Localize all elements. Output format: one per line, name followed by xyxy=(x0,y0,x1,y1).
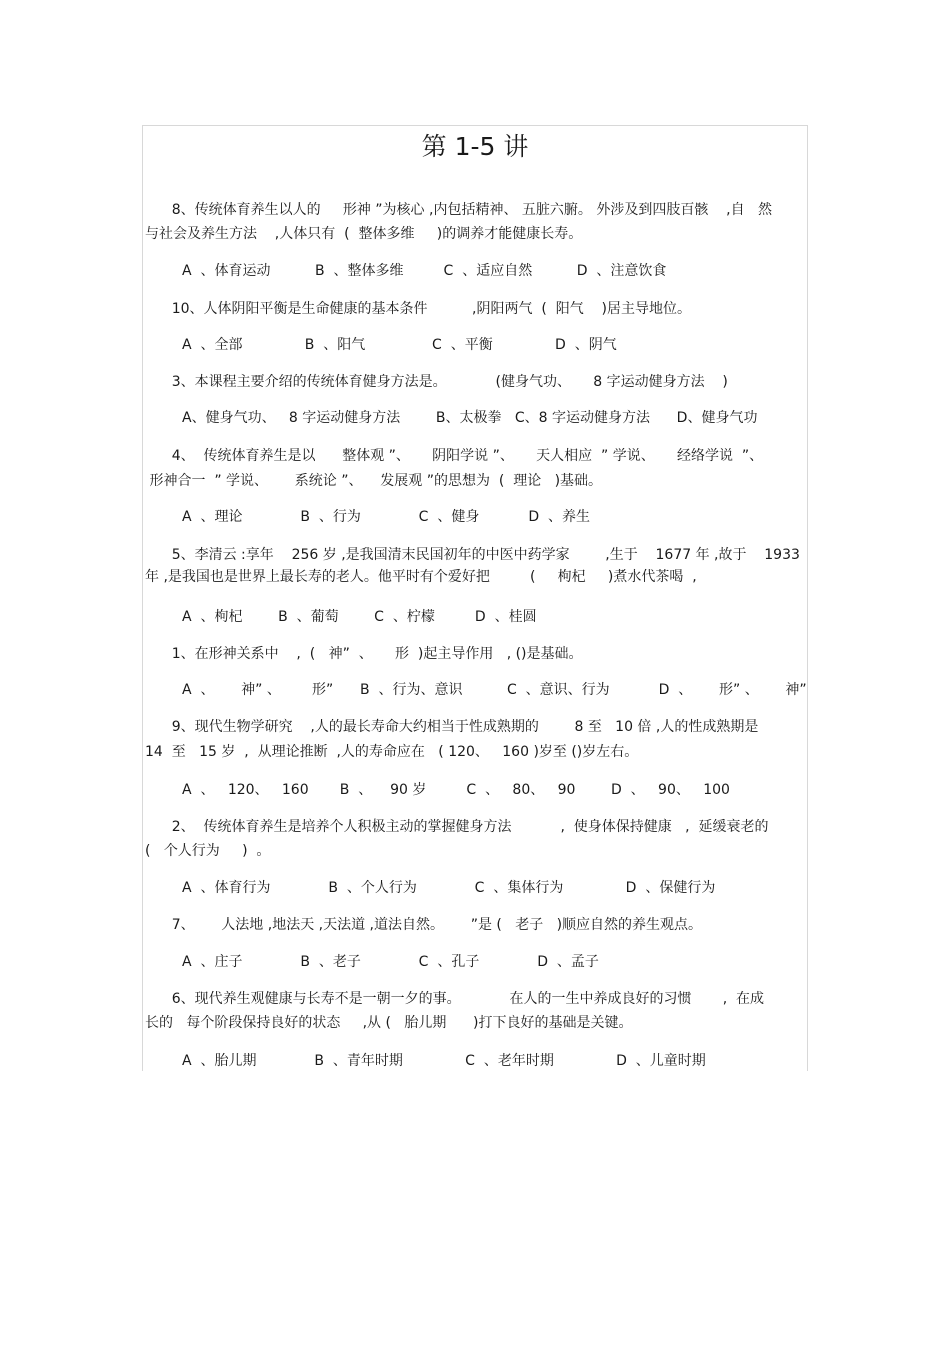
question-6-line-2: 长的 每个阶段保持良好的状态 ,从 ( 胎儿期 )打下良好的基础是关键。 xyxy=(145,1015,633,1031)
question-7-line-1: 7、 人法地 ,地法天 ,天法道 ,道法自然。 ”是 ( 老子 )顺应自然的养生观点。 xyxy=(145,917,703,933)
question-9-line-2: 14 至 15 岁 , 从理论推断 ,人的寿命应在 ( 120、 160 )岁至 ()岁左右。 xyxy=(145,744,639,760)
question-3-options: A、健身气功、 8 字运动健身方法 B、太极拳 C、8 字运动健身方法 D、健身气功 xyxy=(182,410,758,426)
question-8-line-1: 8、传统体育养生以人的 形神 ”为核心 ,内包括精神、 五脏六腑。 外涉及到四肢百骸 ,自 然 xyxy=(145,202,772,218)
question-4-line-2: 形神合一 ” 学说、 系统论 ”、 发展观 ”的思想为 ( 理论 )基础。 xyxy=(145,473,603,489)
question-6-options: A 、胎儿期 B 、青年时期 C 、老年时期 D 、儿童时期 xyxy=(182,1053,706,1069)
page-title: 第 1-5 讲 xyxy=(421,132,529,161)
question-5-line-2: 年 ,是我国也是世界上最长寿的老人。他平时有个爱好把 ( 枸杞 )煮水代茶喝 , xyxy=(145,569,697,585)
question-3-line-1: 3、本课程主要介绍的传统体育健身方法是。 (健身气功、 8 字运动健身方法 ) xyxy=(145,374,728,390)
question-1-options: A 、 神” 、 形” B 、行为、意识 C 、意识、行为 D 、 形” 、 神” xyxy=(182,682,807,698)
question-5-line-1: 5、李清云 :享年 256 岁 ,是我国清末民国初年的中医中药学家 ,生于 1677 年 ,故于 1933 xyxy=(145,547,800,563)
question-7-options: A 、庄子 B 、老子 C 、孔子 D 、孟子 xyxy=(182,954,599,970)
question-9-options: A 、 120、 160 B 、 90 岁 C 、 80、 90 D 、 90、 100 xyxy=(182,782,730,798)
question-2-line-1: 2、 传统体育养生是培养个人积极主动的掌握健身方法 , 使身体保持健康 , 延缓衰老的 xyxy=(145,819,769,835)
question-2-options: A 、体育行为 B 、个人行为 C 、集体行为 D 、保健行为 xyxy=(182,880,716,896)
question-8-options: A 、体育运动 B 、整体多维 C 、适应自然 D 、注意饮食 xyxy=(182,263,667,279)
question-2-line-2: ( 个人行为 ) 。 xyxy=(145,843,271,859)
question-4-options: A 、理论 B 、行为 C 、健身 D 、养生 xyxy=(182,509,590,525)
question-4-line-1: 4、 传统体育养生是以 整体观 ”、 阴阳学说 ”、 天人相应 ” 学说、 经络学说 ”、 xyxy=(145,448,764,464)
question-5-options: A 、枸杞 B 、葡萄 C 、柠檬 D 、桂圆 xyxy=(182,609,537,625)
question-9-line-1: 9、现代生物学研究 ,人的最长寿命大约相当于性成熟期的 8 至 10 倍 ,人的性成熟期是 xyxy=(145,719,759,735)
question-6-line-1: 6、现代养生观健康与长寿不是一朝一夕的事。 在人的一生中养成良好的习惯 , 在成 xyxy=(145,991,765,1007)
question-10-options: A 、全部 B 、阳气 C 、平衡 D 、阴气 xyxy=(182,337,617,353)
question-10-line-1: 10、人体阴阳平衡是生命健康的基本条件 ,阴阳两气 ( 阳气 )居主导地位。 xyxy=(145,301,691,317)
question-1-line-1: 1、在形神关系中 , ( 神” 、 形 )起主导作用 , ()是基础。 xyxy=(145,646,583,662)
question-8-line-2: 与社会及养生方法 ,人体只有 ( 整体多维 )的调养才能健康长寿。 xyxy=(145,226,583,242)
